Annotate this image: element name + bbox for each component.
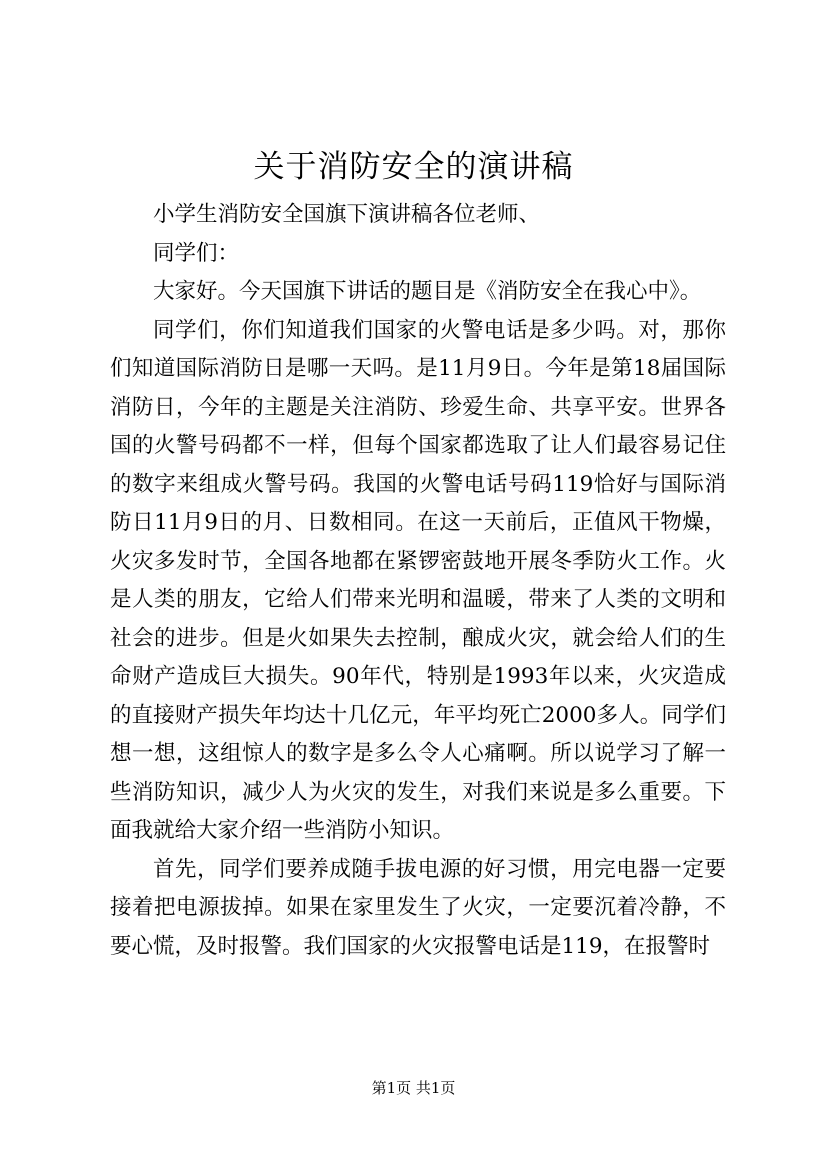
paragraph-main: 同学们，你们知道我们国家的火警电话是多少吗。对，那你们知道国际消防日是哪一天吗。是11月9日。今年是第18届国际消防日，今年的主题是关注消防、珍爱生命、共享平安。世界各国的火警号码都不一样，但每个国家都选取了让人们最容易记住的数字来组成火警号码。我国的火警电话号码119恰好与国际消防日11月9日的月、日数相同。在这一天前后，正值风干物燥，火灾多发时节，全国各地都在紧锣密鼓地开展冬季防火工作。火是人类的朋友，它给人们带来光明和温暖，带来了人类的文明和社会的进步。但是火如果失去控制，酿成火灾，就会给人们的生命财产造成巨大损失。90年代，特别是1993年以来，火灾造成的直接财产损失年均达十几亿元，年平均死亡2000多人。同学们想一想，这组惊人的数字是多么令人心痛啊。所以说学习了解一些消防知识，减少人为火灾的发生，对我们来说是多么重要。下面我就给大家介绍一些消防小知识。 [110, 317, 726, 843]
paragraph-addressee: 同学们： [153, 240, 240, 266]
paragraph-opening: 大家好。今天国旗下讲话的题目是《消防安全在我心中》。 [153, 279, 702, 304]
document-title: 关于消防安全的演讲稿 [253, 149, 574, 185]
document-body [110, 196, 726, 966]
paragraph-tips: 首先，同学们要养成随手拔电源的好习惯，用完电器一定要接着把电源拔掉。如果在家里发生了火灾，一定要沉着冷静，不要心慌，及时报警。我们国家的火灾报警电话是119，在报警时 [110, 856, 726, 959]
paragraph-greeting: 小学生消防安全国旗下演讲稿各位老师、 [153, 202, 541, 227]
page-footer: 第1页 共1页 [371, 1079, 456, 1097]
